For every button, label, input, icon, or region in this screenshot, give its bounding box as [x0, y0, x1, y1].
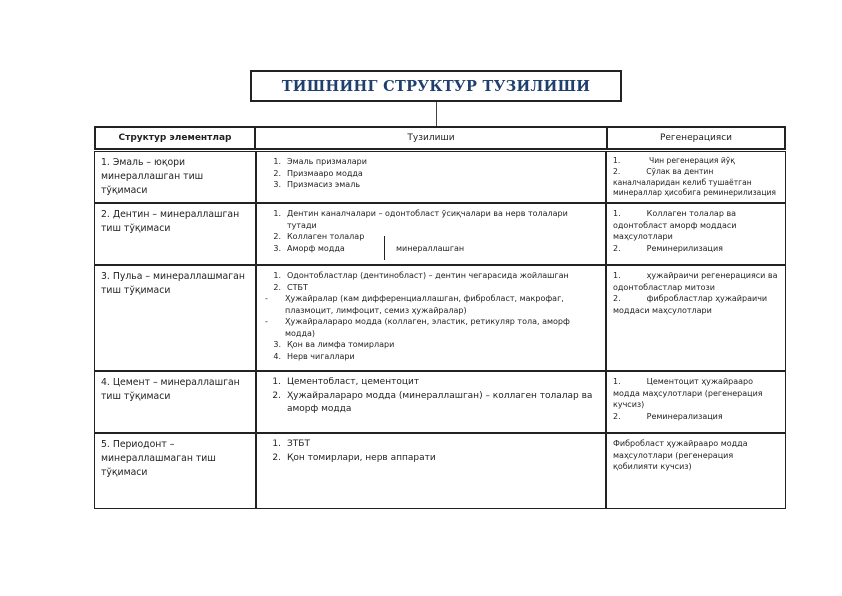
- element-cell: 1. Эмаль – юқори минераллашган тиш тўқимаси: [94, 151, 256, 203]
- header-structure: Тузилиши: [254, 126, 608, 150]
- list-item: 1. Чин регенерация йўқ: [613, 156, 735, 165]
- list-item: 3. Призмасиз эмаль: [273, 180, 361, 189]
- list-item: 1. Коллаген толалар ва одонтобласт аморф моддаси маҳсулотлари: [613, 209, 737, 241]
- list-item: 1. Одонтобластлар (дентинобласт) – дентин чегарасида жойлашган: [273, 271, 569, 280]
- list-item: - Ҳужайралараро модда (коллаген, эластик, ретикуляр тола, аморф модда): [265, 317, 570, 338]
- list-item: 1. ҳужайраичи регенерацияси ва одонтобластлар митози: [613, 271, 778, 292]
- curly-brace: [384, 236, 389, 260]
- element-cell: 5. Периодонт – минераллашмаган тиш тўқимаси: [94, 433, 256, 509]
- list-item: 1. Дентин каналчалари – одонтобласт ўсиқчалари ва нерв толалари тутади: [273, 209, 568, 230]
- list-item: 1. Эмаль призмалари: [273, 157, 367, 166]
- title-connector-line: [436, 102, 437, 126]
- regen-cell: [606, 371, 786, 433]
- list-item: 2. Реминерилизация: [613, 243, 723, 253]
- header-elements: Структур элементлар: [94, 126, 256, 150]
- element-cell: 3. Пульа – минераллашмаган тиш тўқимаси: [94, 265, 256, 371]
- list-item: 1. Цементоцит ҳужайрааро модда маҳсулотлари (регенерация кучсиз): [613, 377, 763, 409]
- regen-cell: Фибробласт ҳужайрааро модда маҳсулотлари (регенерация қобилияти кучсиз): [606, 433, 786, 509]
- list-item: 3. Аморф модда: [273, 243, 345, 253]
- mineralized-note: минераллашган: [396, 244, 465, 253]
- regen-cell: [606, 151, 786, 203]
- regen-cell: [606, 203, 786, 265]
- page-title: ТИШНИНГ СТРУКТУР ТУЗИЛИШИ: [281, 77, 591, 95]
- list-item: 2. Реминерализация: [613, 411, 723, 421]
- structure-cell: [256, 433, 606, 509]
- regen-cell: [606, 265, 786, 371]
- list-item: 2. Ҳужайралараро модда (минераллашган) – коллаген толалар ва аморф модда: [272, 390, 593, 414]
- list-item: 2. Призмааро модда: [273, 168, 363, 178]
- header-regeneration: Регенерацияси: [606, 126, 786, 150]
- element-cell: 2. Дентин – минераллашган тиш тўқимаси: [94, 203, 256, 265]
- list-item: 1. ЗТБТ: [272, 439, 310, 449]
- structure-cell: [256, 371, 606, 433]
- list-item: 2. Коллаген толалар: [273, 232, 365, 241]
- structure-cell: [256, 203, 606, 265]
- list-item: 1. Цементобласт, цементоцит: [272, 377, 420, 387]
- element-cell: 4. Цемент – минераллашган тиш тўқимаси: [94, 371, 256, 433]
- list-item: 3. Қон ва лимфа томирлари: [273, 340, 395, 349]
- list-item: 2. СТБТ: [273, 282, 308, 292]
- list-item: 2. Қон томирлари, нерв аппарати: [272, 452, 436, 463]
- structure-cell: [256, 151, 606, 203]
- list-item: 4. Нерв чигаллари: [273, 351, 355, 361]
- list-item: 2. фибробластлар ҳужайраичи моддаси маҳсулотлари: [613, 294, 768, 315]
- title-box: [250, 70, 622, 102]
- structure-cell: [256, 265, 606, 371]
- list-item: 2. Сўлак ва дентин каналчаларидан келиб тушаётган минераллар ҳисобига реминерилизация: [613, 166, 776, 198]
- list-item: - Ҳужайралар (кам дифференциаллашган, фибробласт, макрофаг, плазмоцит, лимфоцит, семиз ҳужайралар): [265, 294, 564, 315]
